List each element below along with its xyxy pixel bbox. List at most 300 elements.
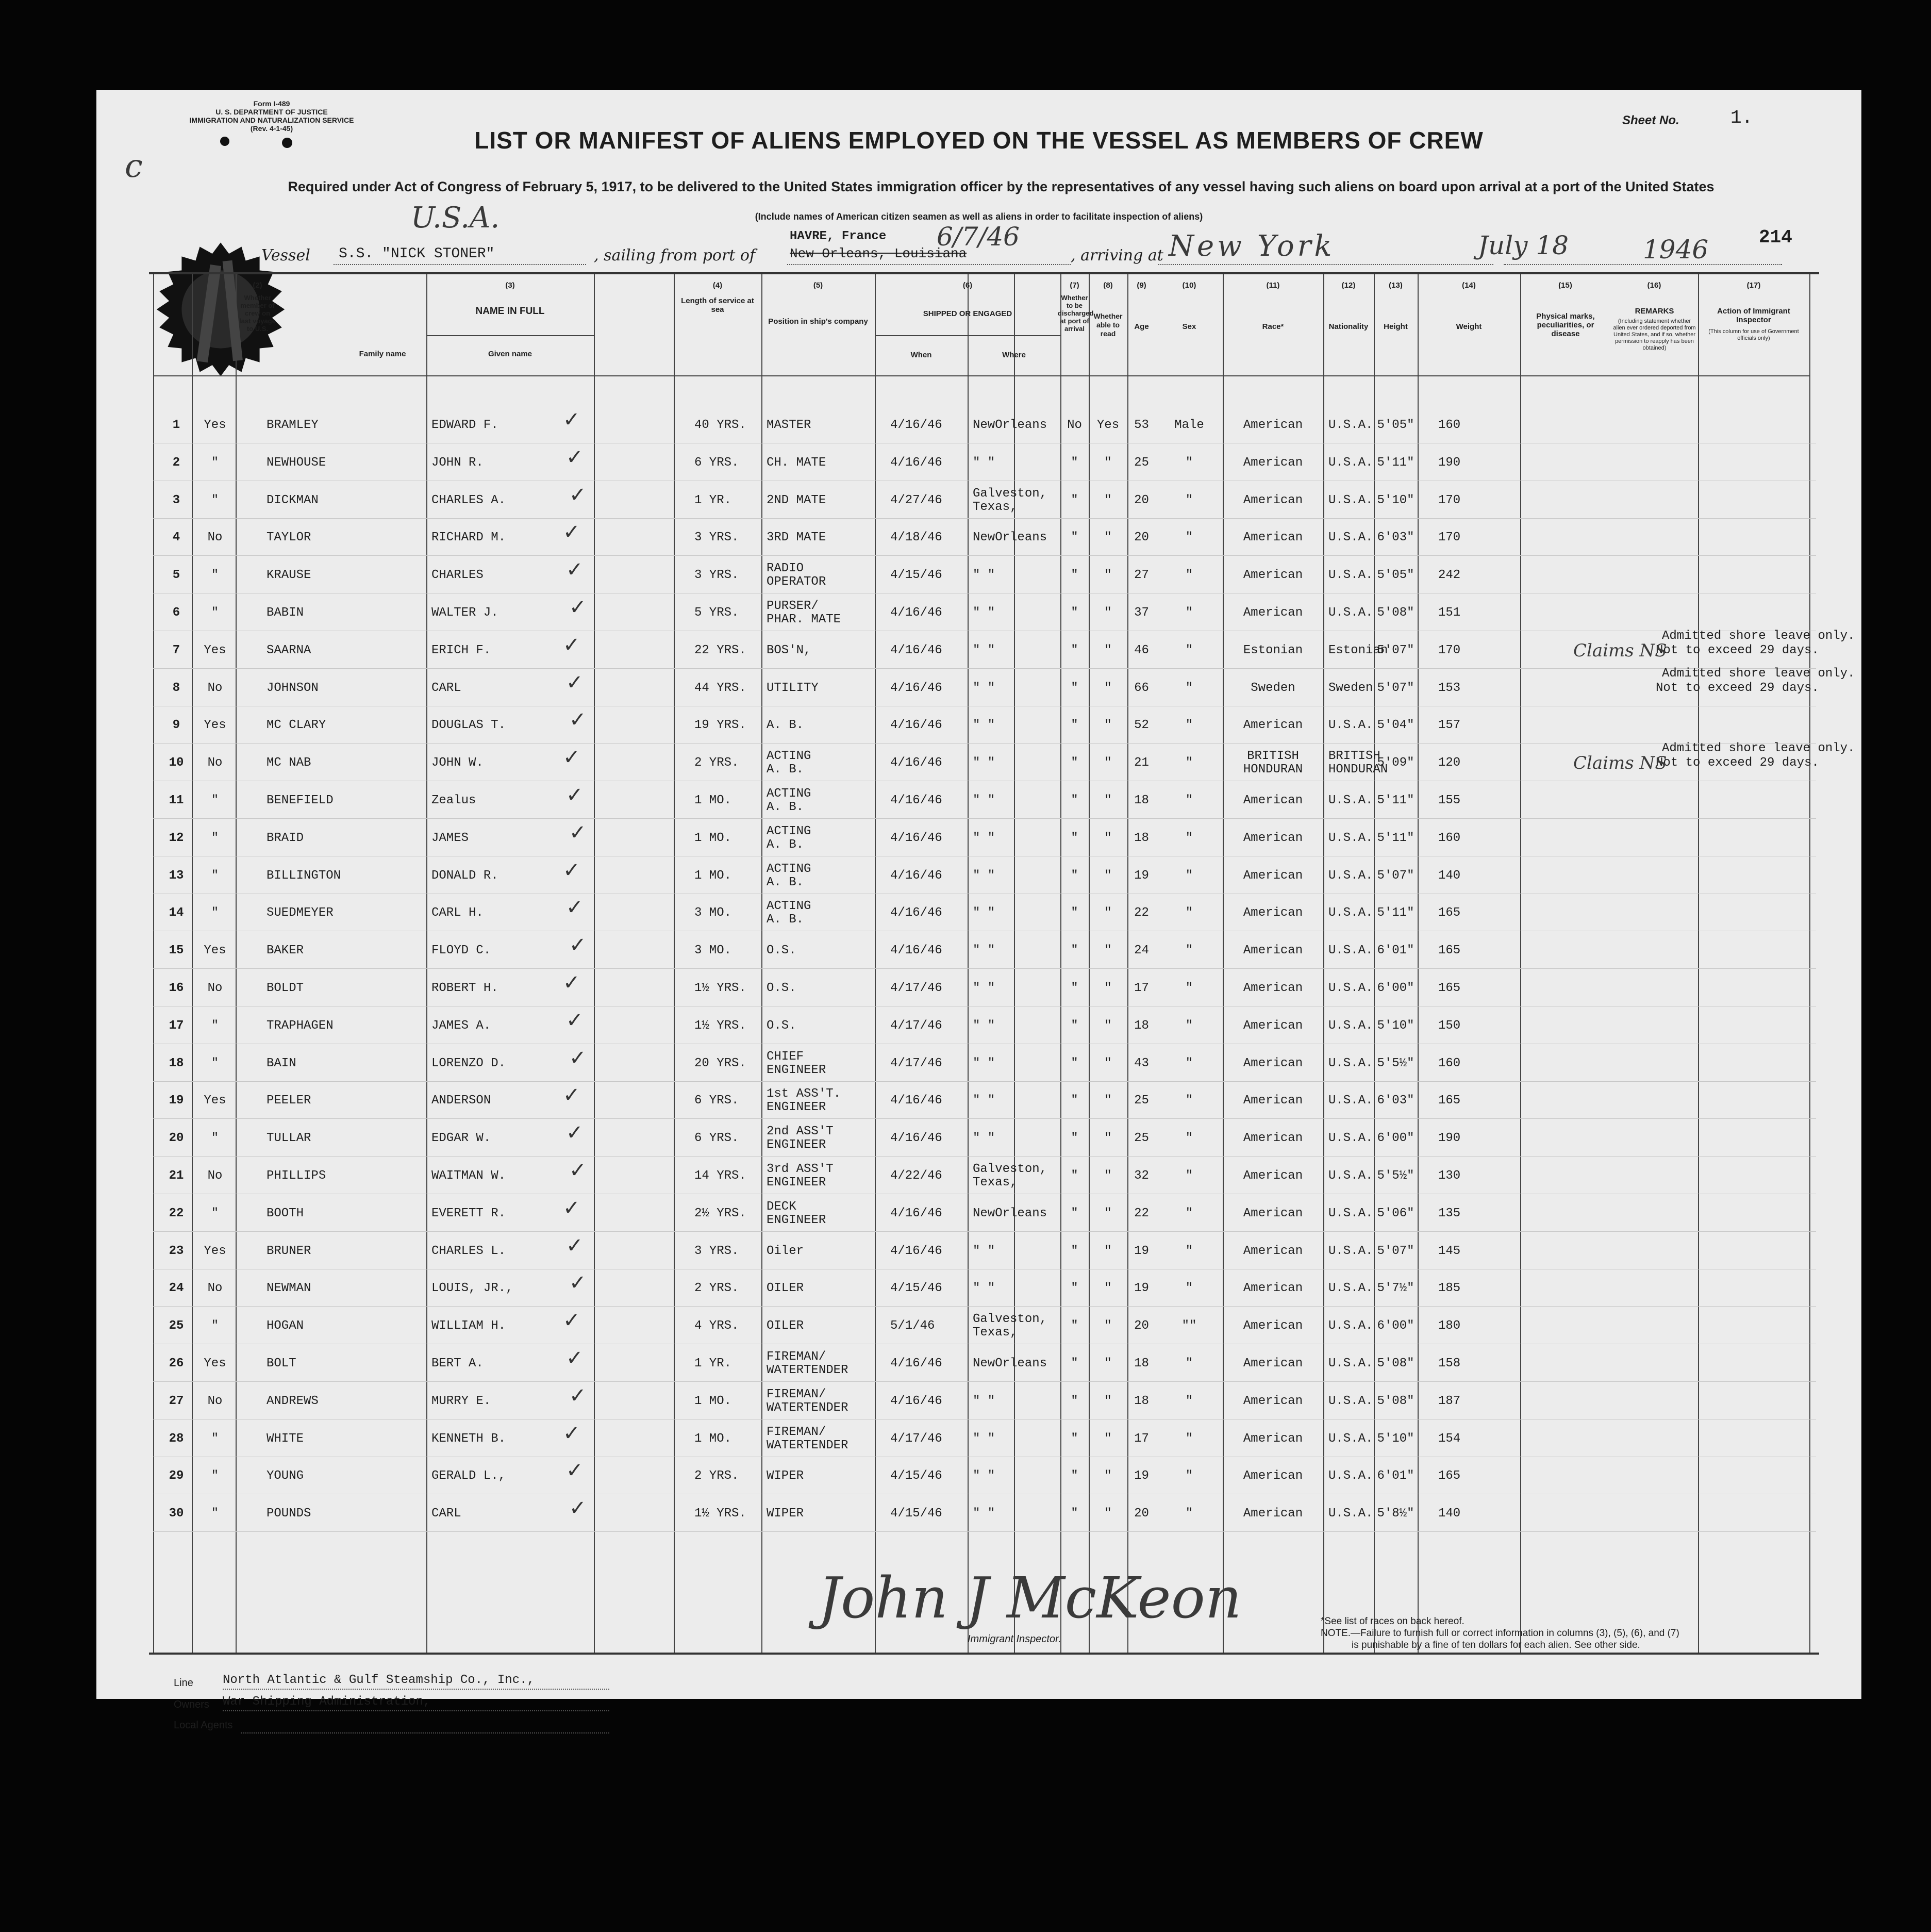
- row-rule: [153, 968, 1816, 969]
- cell-n: 1: [172, 418, 180, 432]
- check-mark-icon: ✓: [569, 708, 587, 732]
- cell-prev: No: [207, 531, 223, 545]
- cell-weight: 165: [1438, 981, 1461, 995]
- check-mark-icon: ✓: [566, 1346, 584, 1370]
- cell-pos: ACTING: [767, 862, 811, 876]
- cell-disch: ": [1071, 1169, 1078, 1183]
- header-remarks: REMARKS: [1635, 307, 1674, 316]
- cell-age: 19: [1134, 1281, 1149, 1296]
- cell-pos: O.S.: [767, 981, 796, 995]
- cell-where: " ": [973, 1281, 995, 1296]
- cell-read: ": [1104, 868, 1112, 883]
- cell-age: 18: [1134, 831, 1149, 845]
- cell-service: 2 YRS.: [694, 756, 739, 770]
- check-mark-icon: ✓: [569, 933, 587, 957]
- check-mark-icon: ✓: [563, 1196, 580, 1220]
- header-weight: Weight: [1456, 322, 1482, 331]
- cell-race: American: [1243, 794, 1303, 807]
- cell-pos: MASTER: [767, 418, 811, 432]
- cell-when: 4/17/46: [890, 1018, 942, 1033]
- cell-race: American: [1243, 1469, 1303, 1483]
- cell-height: 5'07": [1377, 1244, 1414, 1258]
- cell-age: 27: [1134, 568, 1149, 583]
- cell-pos: DECK: [767, 1199, 796, 1214]
- cell-where: " ": [973, 1018, 995, 1033]
- cell-nat: Estonian: [1328, 643, 1388, 657]
- cell-read: ": [1104, 718, 1112, 733]
- cell-age: 24: [1134, 944, 1149, 958]
- cell-prev: ": [211, 1018, 219, 1033]
- cell-when: 4/16/46: [890, 868, 942, 883]
- cell-pos: FIREMAN/: [767, 1387, 826, 1401]
- cell-sex: ": [1185, 1018, 1193, 1033]
- arrival-date-month: July 18: [1478, 230, 1569, 260]
- cell-nat: U.S.A.: [1328, 568, 1373, 583]
- cell-n: 6: [172, 606, 180, 620]
- cell-prev: No: [207, 681, 223, 695]
- vessel-name: S.S. "NICK STONER": [339, 246, 495, 262]
- cell-sex: ": [1185, 981, 1193, 995]
- cell-race: American: [1243, 1131, 1303, 1146]
- cell-pos: A. B.: [767, 718, 804, 733]
- cell-race: American: [1243, 606, 1303, 620]
- col-number: (16): [1647, 281, 1661, 290]
- cell-read: ": [1104, 1244, 1112, 1258]
- cell-race: Estonian: [1243, 643, 1303, 657]
- cell-family: TAYLOR: [267, 531, 311, 545]
- cell-age: 21: [1134, 756, 1149, 770]
- cell-weight: 170: [1438, 531, 1461, 545]
- cell-disch: ": [1071, 1469, 1078, 1483]
- cell-height: 5'07": [1377, 681, 1414, 695]
- check-mark-icon: ✓: [563, 858, 580, 882]
- cell-age: 18: [1134, 1394, 1149, 1408]
- cell-given: LOUIS, JR.,: [431, 1281, 513, 1296]
- form-department: U. S. DEPARTMENT OF JUSTICE: [215, 108, 328, 116]
- cell-age: 19: [1134, 1469, 1149, 1483]
- cell-height: 5'11": [1377, 794, 1414, 807]
- cell-service: 6 YRS.: [694, 455, 739, 470]
- row-rule: [153, 1531, 1816, 1532]
- cell-given: RICHARD M.: [431, 531, 506, 545]
- cell-disch: ": [1071, 1018, 1078, 1033]
- cell-service: 2 YRS.: [694, 1469, 739, 1483]
- cell-sex: ": [1185, 1131, 1193, 1146]
- cell-height: 6'03": [1377, 1094, 1414, 1108]
- check-mark-icon: ✓: [569, 1383, 587, 1408]
- row-rule: [153, 743, 1816, 744]
- cell-when: 5/1/46: [890, 1319, 935, 1333]
- check-mark-icon: ✓: [569, 820, 587, 845]
- cell-given: WALTER J.: [431, 606, 498, 620]
- cell-age: 20: [1134, 1507, 1149, 1521]
- cell-when: 4/17/46: [890, 1056, 942, 1070]
- cell-nat: HONDURAN: [1328, 763, 1388, 777]
- cell-prev: No: [207, 756, 223, 770]
- cell-pos: ENGINEER: [767, 1138, 826, 1152]
- header-read: Whether able to read: [1093, 312, 1123, 338]
- cell-n: 17: [169, 1018, 184, 1033]
- form-service: IMMIGRATION AND NATURALIZATION SERVICE: [189, 116, 354, 124]
- cell-nat: U.S.A.: [1328, 1431, 1373, 1446]
- cell-family: TULLAR: [267, 1131, 311, 1146]
- cell-given: BERT A.: [431, 1357, 484, 1370]
- arriving-port: New York: [1169, 229, 1335, 263]
- cell-nat: U.S.A.: [1328, 1131, 1373, 1146]
- footer-agents-label: Local Agents: [174, 1720, 233, 1731]
- cell-n: 15: [169, 944, 184, 958]
- cell-race: American: [1243, 906, 1303, 920]
- cell-sex: ": [1185, 756, 1193, 770]
- cell-service: 44 YRS.: [694, 681, 746, 695]
- cell-family: ANDREWS: [267, 1394, 319, 1408]
- cell-pos: O.S.: [767, 944, 796, 958]
- cell-given: CARL: [431, 681, 461, 695]
- cell-service: 20 YRS.: [694, 1056, 746, 1070]
- cell-age: 19: [1134, 868, 1149, 883]
- row-rule: [153, 1231, 1816, 1232]
- check-mark-icon: ✓: [569, 1046, 587, 1070]
- cell-disch: ": [1071, 643, 1078, 657]
- cell-age: 18: [1134, 1357, 1149, 1370]
- footer-note: *See list of races on back hereof.: [1321, 1616, 1464, 1627]
- vessel-label: Vessel: [261, 246, 310, 265]
- cell-where: " ": [973, 906, 995, 920]
- cell-pos: OILER: [767, 1319, 804, 1333]
- cell-where: NewOrleans: [973, 418, 1047, 432]
- cell-pos: Oiler: [767, 1244, 804, 1258]
- cell-service: 1 YR.: [694, 1357, 732, 1370]
- cell-service: 1½ YRS.: [694, 1507, 746, 1521]
- cell-disch: ": [1071, 681, 1078, 695]
- cell-service: 1 MO.: [694, 1431, 732, 1446]
- header-action-sub: (This column for use of Government officials only): [1708, 328, 1799, 341]
- cell-where: " ": [973, 568, 995, 583]
- cell-service: 3 MO.: [694, 906, 732, 920]
- check-mark-icon: ✓: [563, 520, 580, 544]
- cell-where: " ": [973, 455, 995, 470]
- cell-prev: ": [211, 868, 219, 883]
- cell-given: ANDERSON: [431, 1094, 491, 1108]
- header-height: Height: [1384, 322, 1408, 331]
- cell-sex: ": [1185, 531, 1193, 545]
- cell-disch: ": [1071, 493, 1078, 507]
- cell-when: 4/16/46: [890, 1094, 942, 1108]
- cell-n: 4: [172, 531, 180, 545]
- cell-disch: ": [1071, 794, 1078, 807]
- cell-service: 1 MO.: [694, 831, 732, 845]
- cell-pos: 3rd ASS'T: [767, 1162, 834, 1176]
- cell-disch: ": [1071, 906, 1078, 920]
- cell-race: American: [1243, 1507, 1303, 1521]
- cell-height: 5'7½": [1377, 1281, 1414, 1296]
- footer-line-value: North Atlantic & Gulf Steamship Co., Inc.,: [223, 1673, 535, 1687]
- cell-where: " ": [973, 794, 995, 807]
- cell-given: WILLIAM H.: [431, 1319, 506, 1333]
- cell-family: BAKER: [267, 944, 304, 958]
- col-number: (3): [505, 281, 515, 290]
- cell-pos: FIREMAN/: [767, 1350, 826, 1364]
- cell-pos: PHAR. MATE: [767, 613, 841, 626]
- cell-disch: ": [1071, 868, 1078, 883]
- cell-when: 4/16/46: [890, 1394, 942, 1408]
- remark-handwritten: Claims NS: [1573, 753, 1667, 774]
- include-note: (Include names of American citizen seamen as well as aliens in order to facilitate inspection of aliens): [755, 211, 1203, 222]
- cell-race: American: [1243, 1281, 1303, 1296]
- cell-where: " ": [973, 1431, 995, 1446]
- check-mark-icon: ✓: [569, 596, 587, 619]
- cell-n: 23: [169, 1244, 184, 1258]
- sheet-label: Sheet No.: [1622, 113, 1679, 127]
- cell-n: 11: [169, 794, 184, 807]
- cell-given: LORENZO D.: [431, 1056, 506, 1070]
- usa-handwritten: U.S.A.: [411, 201, 500, 235]
- cell-where: " ": [973, 1394, 995, 1408]
- cell-weight: 170: [1438, 493, 1461, 507]
- cell-pos: BOS'N,: [767, 643, 811, 657]
- cell-when: 4/15/46: [890, 1469, 942, 1483]
- cell-weight: 160: [1438, 418, 1461, 432]
- cell-read: ": [1104, 681, 1112, 695]
- cell-family: WHITE: [267, 1431, 304, 1446]
- cell-family: BILLINGTON: [267, 868, 341, 883]
- cell-read: ": [1104, 981, 1112, 995]
- cell-when: 4/16/46: [890, 1357, 942, 1370]
- cell-read: ": [1104, 1206, 1112, 1220]
- cell-nat: U.S.A.: [1328, 906, 1373, 920]
- cell-age: 18: [1134, 1018, 1149, 1033]
- cell-disch: ": [1071, 531, 1078, 545]
- cell-family: BOOTH: [267, 1206, 304, 1220]
- cell-sex: "": [1181, 1319, 1197, 1333]
- cell-where: " ": [973, 756, 995, 770]
- cell-weight: 157: [1438, 718, 1461, 733]
- remark-text: Admitted shore leave only.: [1662, 629, 1855, 643]
- cell-when: 4/27/46: [890, 493, 942, 507]
- cell-weight: 151: [1438, 606, 1461, 620]
- cell-where: Galveston,: [973, 1312, 1047, 1327]
- cell-weight: 165: [1438, 906, 1461, 920]
- cell-prev: No: [207, 981, 223, 995]
- cell-family: KRAUSE: [267, 568, 311, 583]
- cell-race: American: [1243, 868, 1303, 883]
- cell-prev: ": [211, 1056, 219, 1070]
- cell-n: 10: [169, 756, 184, 770]
- header-when: When: [910, 351, 932, 359]
- cell-age: 25: [1134, 1131, 1149, 1146]
- cell-weight: 160: [1438, 831, 1461, 845]
- remark-handwritten: Claims NS: [1573, 640, 1667, 661]
- cell-given: EVERETT R.: [431, 1206, 506, 1220]
- cell-prev: ": [211, 455, 219, 470]
- row-rule: [153, 518, 1816, 519]
- cell-race: American: [1243, 531, 1303, 545]
- cell-age: 46: [1134, 643, 1149, 657]
- cell-where: " ": [973, 868, 995, 883]
- cell-when: 4/16/46: [890, 906, 942, 920]
- cell-service: 1 MO.: [694, 868, 732, 883]
- row-rule: [153, 1118, 1816, 1119]
- col-number: (17): [1746, 281, 1761, 290]
- cell-prev: Yes: [204, 1094, 226, 1108]
- col-number: (2): [253, 281, 262, 290]
- cell-where: " ": [973, 1094, 995, 1108]
- cell-sex: ": [1185, 1056, 1193, 1070]
- col-number: (8): [1103, 281, 1113, 290]
- cell-where: " ": [973, 944, 995, 958]
- cell-disch: ": [1071, 606, 1078, 620]
- check-mark-icon: ✓: [566, 896, 584, 920]
- cell-age: 32: [1134, 1169, 1149, 1183]
- cell-n: 27: [169, 1394, 184, 1408]
- cell-given: GERALD L.,: [431, 1469, 506, 1483]
- header-name: NAME IN FULL: [475, 306, 545, 317]
- cell-where: " ": [973, 681, 995, 695]
- cell-race: American: [1243, 1431, 1303, 1446]
- legal-requirement: Required under Act of Congress of February 5, 1917, to be delivered to the United States immigration officer by the representatives of any vessel having such aliens on board upon arrival at a port of the United States: [288, 179, 1714, 194]
- cell-when: 4/16/46: [890, 418, 942, 432]
- cell-read: ": [1104, 1169, 1112, 1183]
- cell-sex: ": [1185, 1094, 1193, 1108]
- cell-read: ": [1104, 455, 1112, 470]
- cell-given: JOHN R.: [431, 455, 484, 470]
- cell-height: 5'07": [1377, 643, 1414, 657]
- cell-when: 4/16/46: [890, 831, 942, 845]
- cell-age: 19: [1134, 1244, 1149, 1258]
- cell-height: 5'08": [1377, 1357, 1414, 1370]
- cell-family: TRAPHAGEN: [267, 1018, 334, 1033]
- cell-where: NewOrleans: [973, 1206, 1047, 1220]
- cell-family: HOGAN: [267, 1319, 304, 1333]
- row-rule: [153, 1381, 1816, 1382]
- cell-pos: FIREMAN/: [767, 1425, 826, 1439]
- cell-where: Texas,: [973, 1176, 1018, 1190]
- cell-given: KENNETH B.: [431, 1431, 506, 1446]
- cell-read: ": [1104, 493, 1112, 507]
- cell-race: American: [1243, 831, 1303, 845]
- cell-read: ": [1104, 794, 1112, 807]
- cell-height: 5'10": [1377, 1431, 1414, 1446]
- remark-text: Admitted shore leave only.: [1662, 666, 1855, 681]
- cell-given: CHARLES L.: [431, 1244, 506, 1258]
- cell-sex: ": [1185, 1507, 1193, 1521]
- cell-service: 1½ YRS.: [694, 1018, 746, 1033]
- cell-where: Texas,: [973, 1326, 1018, 1340]
- cell-prev: No: [207, 1281, 223, 1296]
- cell-given: JAMES A.: [431, 1018, 491, 1033]
- cell-n: 24: [169, 1281, 184, 1296]
- row-rule: [153, 1156, 1816, 1157]
- cell-given: CARL H.: [431, 906, 484, 920]
- port-date-handwritten: 6/7/46: [937, 222, 1020, 252]
- cell-pos: CH. MATE: [767, 455, 826, 470]
- cell-disch: ": [1071, 1056, 1078, 1070]
- cell-pos: A. B.: [767, 800, 804, 814]
- cell-given: CARL: [431, 1507, 461, 1521]
- cell-family: POUNDS: [267, 1507, 311, 1521]
- cell-when: 4/15/46: [890, 1281, 942, 1296]
- inspector-signature: John J McKeon: [818, 1565, 1242, 1631]
- footer-note: is punishable by a fine of ten dollars for each alien. See other side.: [1352, 1640, 1640, 1650]
- header-family-name: Family name: [359, 350, 406, 358]
- cell-service: 22 YRS.: [694, 643, 746, 657]
- check-mark-icon: ✓: [563, 408, 580, 432]
- check-mark-icon: ✓: [569, 483, 587, 507]
- cell-n: 2: [172, 455, 180, 470]
- cell-weight: 160: [1438, 1056, 1461, 1070]
- header-prev-voyage: Whether member of crew on last voyage to U.S.: [239, 294, 276, 333]
- cell-nat: U.S.A.: [1328, 794, 1373, 807]
- check-mark-icon: ✓: [566, 1008, 584, 1032]
- cell-age: 17: [1134, 981, 1149, 995]
- cell-race: American: [1243, 1394, 1303, 1408]
- cell-weight: 140: [1438, 1507, 1461, 1521]
- cell-service: 3 YRS.: [694, 568, 739, 583]
- cell-pos: O.S.: [767, 1018, 796, 1033]
- cell-pos: ENGINEER: [767, 1100, 826, 1115]
- port-struck: New Orleans, Louisiana: [790, 246, 967, 261]
- check-mark-icon: ✓: [569, 1159, 587, 1182]
- cell-weight: 187: [1438, 1394, 1461, 1408]
- cell-where: Galveston,: [973, 486, 1047, 501]
- cell-prev: ": [211, 794, 219, 807]
- cell-given: ROBERT H.: [431, 981, 498, 995]
- cell-read: ": [1104, 831, 1112, 845]
- cell-sex: ": [1185, 455, 1193, 470]
- cell-where: " ": [973, 1507, 995, 1521]
- cell-disch: No: [1067, 418, 1082, 432]
- cell-read: ": [1104, 906, 1112, 920]
- cell-disch: ": [1071, 1394, 1078, 1408]
- cell-when: 4/16/46: [890, 606, 942, 620]
- cell-given: JOHN W.: [431, 756, 484, 770]
- cell-where: " ": [973, 718, 995, 733]
- cell-service: 1 MO.: [694, 794, 732, 807]
- cell-height: 6'00": [1377, 1319, 1414, 1333]
- col-number: (5): [813, 281, 823, 290]
- cell-family: BRAID: [267, 831, 304, 845]
- cell-height: 5'05": [1377, 568, 1414, 583]
- cell-n: 20: [169, 1131, 184, 1146]
- cell-read: ": [1104, 531, 1112, 545]
- cell-height: 5'11": [1377, 906, 1414, 920]
- cell-sex: ": [1185, 1206, 1193, 1220]
- cell-pos: WATERTENDER: [767, 1363, 848, 1377]
- cell-height: 5'11": [1377, 455, 1414, 470]
- cell-family: NEWHOUSE: [267, 455, 326, 470]
- remark-text: Not to exceed 29 days.: [1656, 681, 1819, 695]
- cell-age: 20: [1134, 531, 1149, 545]
- cell-when: 4/16/46: [890, 1206, 942, 1220]
- cell-family: BOLDT: [267, 981, 304, 995]
- cell-n: 30: [169, 1507, 184, 1521]
- col-number: (12): [1341, 281, 1356, 290]
- cell-nat: U.S.A.: [1328, 1244, 1373, 1258]
- cell-nat: U.S.A.: [1328, 718, 1373, 733]
- header-nationality: Nationality: [1328, 322, 1369, 331]
- cell-prev: Yes: [204, 418, 226, 432]
- cell-sex: ": [1185, 681, 1193, 695]
- cell-sex: ": [1185, 1431, 1193, 1446]
- col-number: (10): [1182, 281, 1196, 290]
- cell-family: SUEDMEYER: [267, 906, 334, 920]
- cell-when: 4/16/46: [890, 681, 942, 695]
- cell-race: American: [1243, 1244, 1303, 1258]
- cell-prev: ": [211, 1507, 219, 1521]
- cell-pos: ACTING: [767, 749, 811, 764]
- form-number: Form I-489: [253, 100, 290, 108]
- remark-text: Not to exceed 29 days.: [1656, 756, 1819, 770]
